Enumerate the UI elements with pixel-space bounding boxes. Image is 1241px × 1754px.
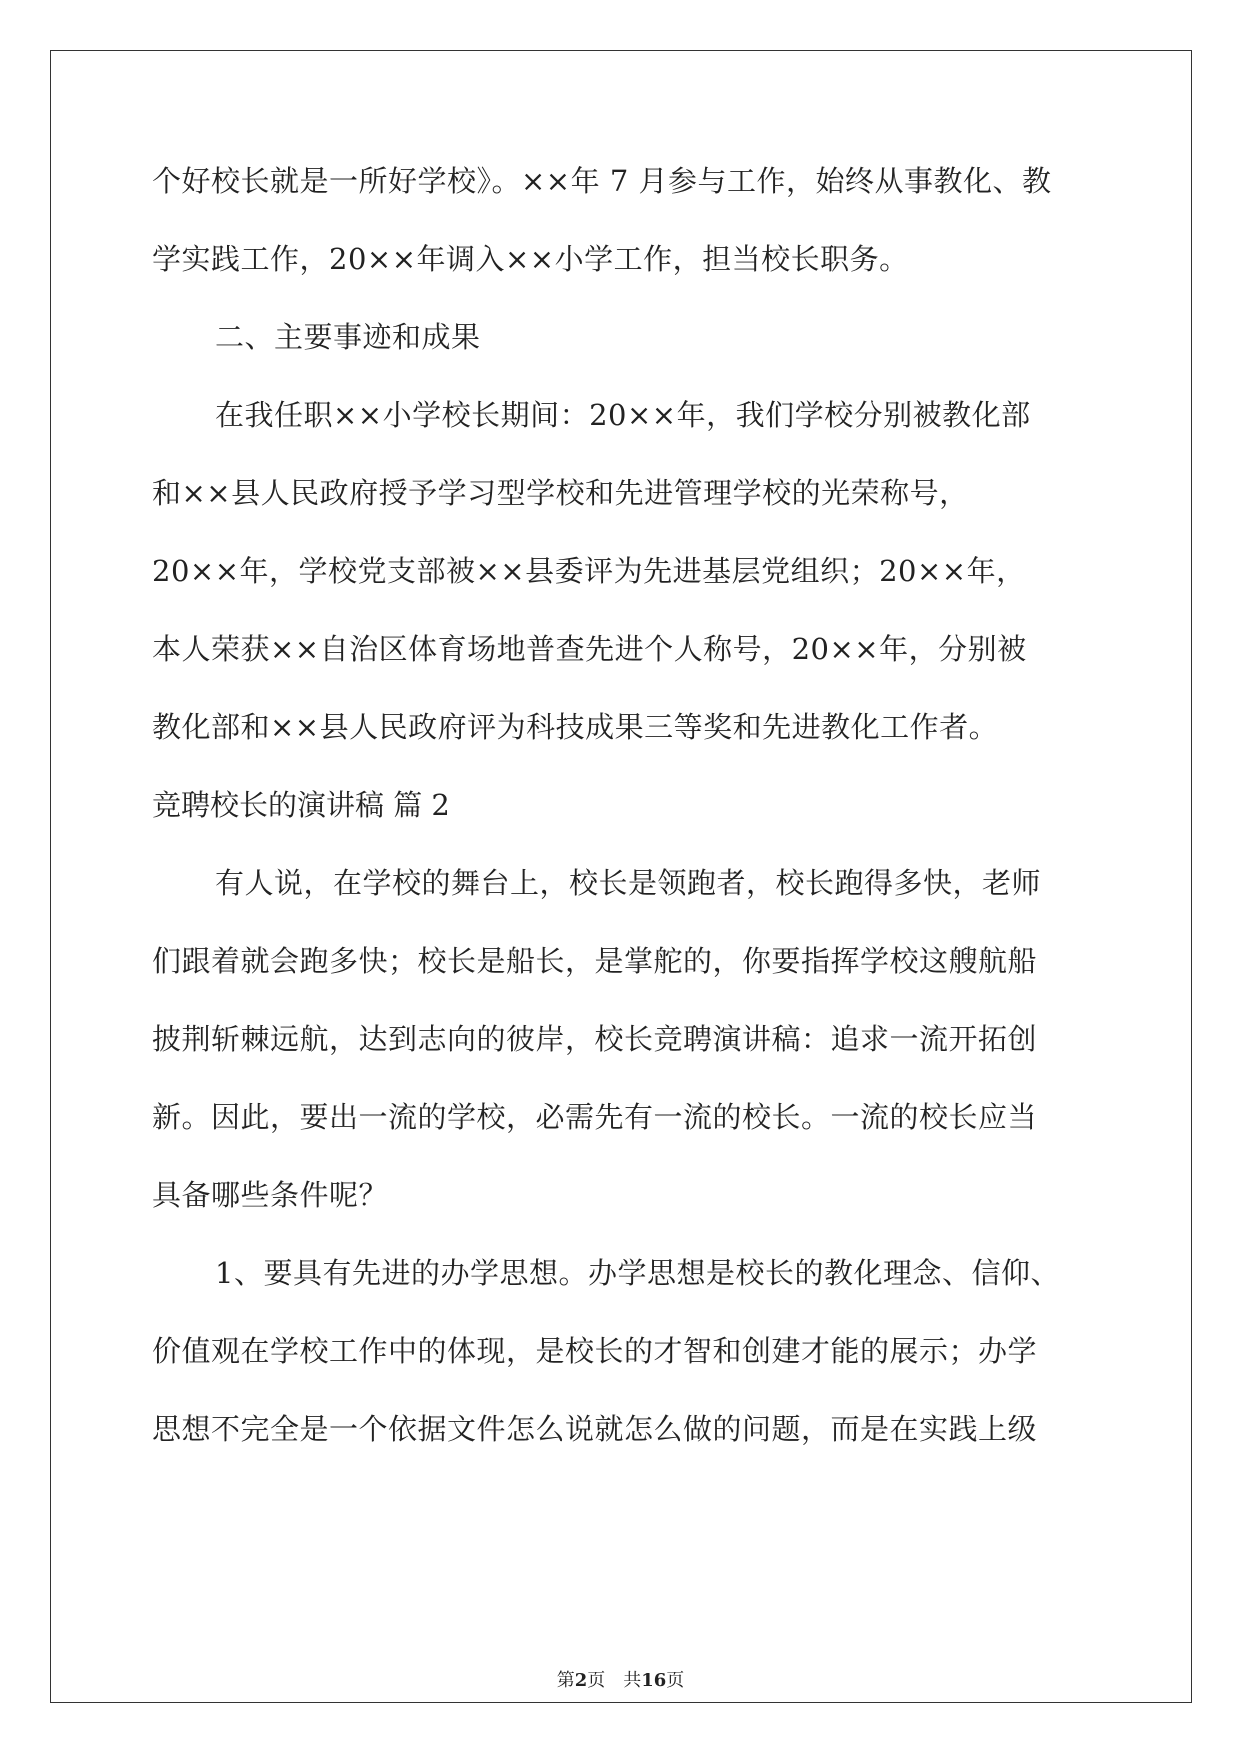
text-line: 教化部和××县人民政府评为科技成果三等奖和先进教化工作者。 [152, 710, 999, 744]
text-line: 有人说，在学校的舞台上，校长是领跑者，校长跑得多快，老师 [215, 866, 1042, 900]
article-heading: 竞聘校长的演讲稿 篇 2 [152, 788, 450, 822]
document-body [152, 163, 1092, 1489]
footer-suffix: 页 [666, 1670, 685, 1691]
text-line: 们跟着就会跑多快；校长是船长，是掌舵的，你要指挥学校这艘航船 [152, 944, 1038, 978]
text-line: 新。因此，要出一流的学校，必需先有一流的校长。一流的校长应当 [152, 1100, 1038, 1134]
text-line: 思想不完全是一个依据文件怎么说就怎么做的问题，而是在实践上级 [152, 1412, 1038, 1446]
page-footer [0, 1666, 1241, 1692]
text-line: 20××年，学校党支部被××县委评为先进基层党组织；20××年， [152, 554, 1026, 588]
text-line: 个好校长就是一所好学校》。××年 7 月参与工作，始终从事教化、教 [152, 164, 1052, 198]
footer-prefix: 第 [556, 1670, 575, 1691]
text-line: 1、要具有先进的办学思想。办学思想是校长的教化理念、信仰、 [215, 1256, 1060, 1290]
text-line: 具备哪些条件呢？ [152, 1178, 389, 1212]
total-page-number: 16 [641, 1670, 667, 1691]
text-line: 本人荣获××自治区体育场地普查先进个人称号，20××年，分别被 [152, 632, 1027, 666]
text-line: 披荆斩棘远航，达到志向的彼岸，校长竞聘演讲稿：追求一流开拓创 [152, 1022, 1038, 1056]
current-page-number: 2 [574, 1670, 588, 1691]
text-line: 在我任职××小学校长期间：20××年，我们学校分别被教化部 [215, 398, 1031, 432]
section-heading: 二、主要事迹和成果 [215, 320, 481, 354]
footer-mid: 页 共 [587, 1670, 642, 1691]
text-line: 和××县人民政府授予学习型学校和先进管理学校的光荣称号， [152, 476, 969, 510]
text-line: 学实践工作，20××年调入××小学工作，担当校长职务。 [152, 242, 909, 276]
text-line: 价值观在学校工作中的体现，是校长的才智和创建才能的展示；办学 [152, 1334, 1038, 1368]
